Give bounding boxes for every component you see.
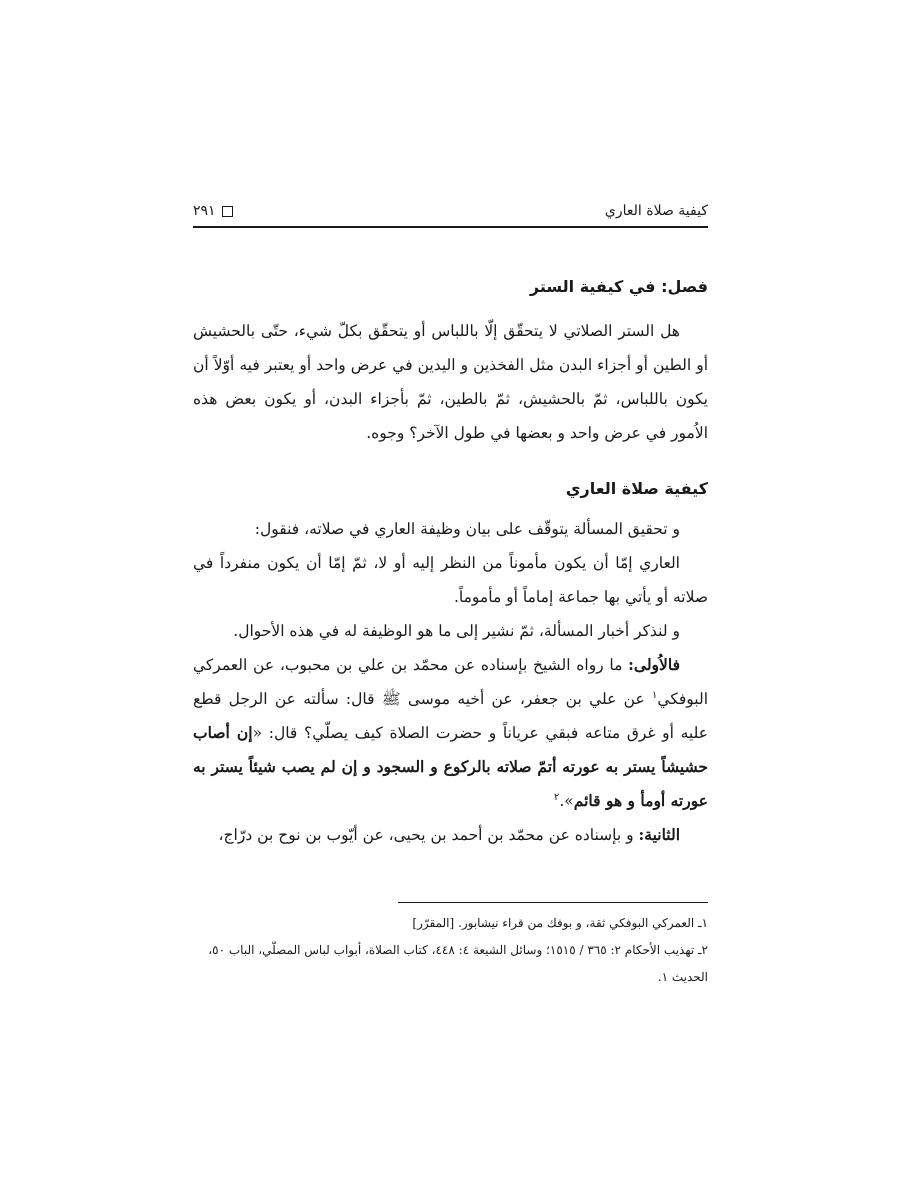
paragraph-intro: و تحقيق المسألة يتوقّف على بيان وظيفة العاري في صلاته، فنقول: (254, 520, 680, 538)
square-bullet-icon (222, 206, 233, 217)
paragraph-covering: هل الستر الصلاتي لا يتحقّق إلّا باللباس أو يتحقّق بكلّ شيء، حتّى بالحشيش أو الطين أو أجزاء البدن مثل الفخذين و اليدين في عرض واحد أو يعتبر فيه أوّلاً أن يكون باللباس، ثمّ بالحشيش، ثمّ بالطين، ثمّ بأجزاء البدن، أو يكون بعض هذه الاُمور في عرض واحد و بعضها في طول الآخر؟ وجوه. (193, 322, 708, 442)
first-report-text-2: عن علي بن جعفر، عن أخيه موسى ﷺ قال: سألته عن الرجل قطع عليه أو غرق متاعه فبقي عرياناً و حضرت الصلاة كيف يصلّي؟ قال: « (193, 690, 708, 742)
running-title: كيفية صلاة العاري (604, 203, 708, 219)
footnote-2: ٢ـ تهذيب الأحكام ٢: ٣٦٥ / ١٥١٥؛ وسائل الشيعة ٤: ٤٤٨، كتاب الصلاة، أبواب لباس المصلّي، الباب ٥٠، الحديث ١. (208, 943, 708, 984)
footnote-divider (398, 902, 708, 903)
page-header (193, 196, 708, 228)
page-number: ٢٩١ (193, 203, 216, 219)
paragraph-reports: و لنذكر أخبار المسألة، ثمّ نشير إلى ما هو الوظيفة له في هذه الأحوال. (233, 622, 680, 640)
footnote-ref-2[interactable]: ٢ (554, 791, 560, 803)
main-text (193, 270, 708, 852)
first-report-label: فالاُولى: (628, 655, 680, 674)
footnote-1: ١ـ العمركي البوفكي ثقة، و بوفك من قراء نيشابور. [المقرّر] (412, 916, 708, 930)
paragraph-first-report (193, 648, 708, 818)
paragraph-second-report (193, 818, 708, 852)
footnotes (193, 910, 708, 991)
section-title-naked-prayer: كيفية صلاة العاري (565, 479, 708, 498)
page-number-block (193, 202, 233, 220)
first-report-text-1: ما رواه الشيخ بإسناده عن محمّد بن علي بن محبوب، عن العمركي البوفكي (193, 656, 709, 708)
section-title-covering: فصل: في كيفية الستر (529, 277, 708, 296)
first-report-text-3: ». (559, 792, 574, 810)
second-report-text: و بإسناده عن محمّد بن أحمد بن يحيى، عن أيّوب بن نوح بن درّاج، (218, 826, 639, 844)
footnote-ref-1[interactable]: ١ (652, 689, 658, 701)
paragraph-cases: العاري إمّا أن يكون مأموناً من النظر إليه أو لا، ثمّ إمّا أن يكون منفرداً في صلاته أو يأتي بها جماعة إماماً أو مأموماً. (193, 554, 708, 606)
second-report-label: الثانية: (638, 825, 680, 844)
first-report-quote: إن أصاب حشيشاً يستر به عورته أتمّ صلاته بالركوع و السجود و إن لم يصب شيئاً يستر به عورته أومأ و هو قائم (193, 723, 708, 810)
